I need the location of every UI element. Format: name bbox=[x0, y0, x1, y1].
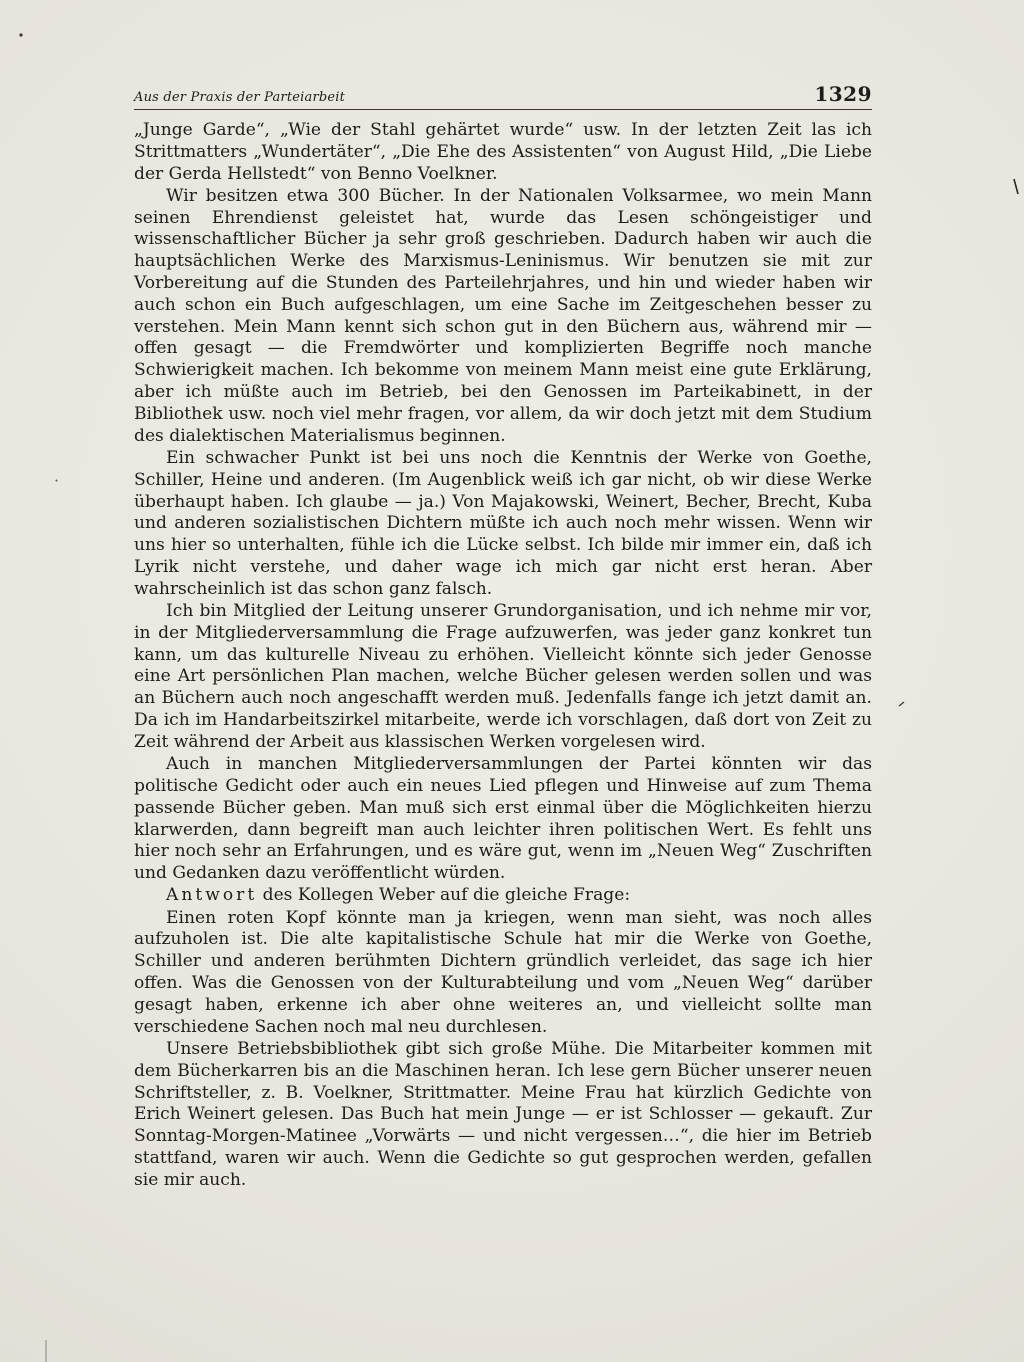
paragraph-3: Ein schwacher Punkt ist bei uns noch die Kenntnis der Werke von Goethe, Schiller, Heine und anderen. (Im Augenblick weiß ich gar nicht, ob wir diese Werke überhaupt haben. Ich glaube — ja.) Von Majakowski, Weinert, Becher, Brecht, Kuba und anderen sozialistischen Dichtern müßte ich auch noch mehr wissen. Wenn wir uns hier so unterhalten, fühle ich die Lücke selbst. Ich bilde mir immer ein, daß ich Lyrik nicht verstehe, und daher wage ich mich gar nicht erst heran. Aber wahrscheinlich ist das schon ganz falsch. bbox=[134, 447, 872, 599]
paragraph-2: Wir besitzen etwa 300 Bücher. In der Nationalen Volksarmee, wo mein Mann seinen Ehrendienst geleistet hat, wurde das Lesen schöngeistiger und wissenschaftlicher Bücher ja sehr groß geschrieben. Dadurch haben wir auch die hauptsächlichen Werke des Marxismus-Leninismus. Wir benutzen sie mit zur Vorbereitung auf die Stunden des Parteilehrjahres, und hin und wieder haben wir auch schon ein Buch aufgeschlagen, um eine Sache im Zeitgeschehen besser zu verstehen. Mein Mann kennt sich schon gut in den Büchern aus, während mir — offen gesagt — die Fremdwörter und komplizierten Begriffe noch manche Schwierigkeit machen. Ich bekomme von meinem Mann meist eine gute Erklärung, aber ich müßte auch im Betrieb, bei den Genossen im Parteikabinett, in der Bibliothek usw. noch viel mehr fragen, vor allem, da wir doch jetzt mit dem Studium des dialektischen Materialismus beginnen. bbox=[134, 185, 872, 446]
corner-speck-top-left bbox=[18, 32, 24, 38]
paragraph-7: Einen roten Kopf könnte man ja kriegen, wenn man sieht, was noch alles aufzuholen ist. Die alte kapitalistische Schule hat mir die Werke von Goethe, Schiller und anderen berühmten Dichtern gründlich verleidet, das sage ich hier offen. Was die Genossen von der Kulturabteilung und vom „Neuen Weg“ darüber gesagt haben, erkenne ich aber ohne weiteres an, und vielleicht sollte man verschiedene Sachen noch mal neu durchlesen. bbox=[134, 907, 872, 1037]
margin-speck-right bbox=[898, 700, 906, 708]
paragraph-6 bbox=[134, 885, 872, 907]
body-text bbox=[134, 120, 872, 1192]
page-header bbox=[134, 82, 872, 112]
margin-mark-right bbox=[1012, 178, 1020, 196]
paragraph-1: „Junge Garde“, „Wie der Stahl gehärtet wurde“ usw. In der letzten Zeit las ich Strittmatters „Wundertäter“, „Die Ehe des Assistenten“ von August Hild, „Die Liebe der Gerda Hellstedt“ von Benno Voelkner. bbox=[134, 120, 872, 184]
left-margin-speck bbox=[54, 478, 59, 483]
answer-label: Antwort bbox=[166, 885, 258, 906]
answer-intro: des Kollegen Weber auf die gleiche Frage: bbox=[257, 885, 631, 906]
paragraph-5: Auch in manchen Mitgliederversammlungen der Partei könnten wir das politische Gedicht oder auch ein neues Lied pflegen und Hinweise auf zum Thema passende Bücher geben. Man muß sich erst einmal über die Möglichkeiten hierzu klarwerden, dann begreift man auch leichter ihren politischen Wert. Es fehlt uns hier noch sehr an Erfahrungen, und es wäre gut, wenn im „Neuen Weg“ Zuschriften und Gedanken dazu veröffentlicht würden. bbox=[134, 754, 872, 884]
paragraph-4: Ich bin Mitglied der Leitung unserer Grundorganisation, und ich nehme mir vor, in der Mitgliederversammlung die Frage aufzuwerfen, was jeder ganz konkret tun kann, um das kulturelle Niveau zu erhöhen. Vielleicht könnte sich jeder Genosse eine Art persönlichen Plan machen, welche Bücher gelesen werden sollen und was an Büchern auch noch angeschafft werden muß. Jedenfalls fange ich jetzt damit an. Da ich im Handarbeitszirkel mitarbeite, werde ich vorschlagen, daß dort von Zeit zu Zeit während der Arbeit aus klassischen Werken vorgelesen wird. bbox=[134, 601, 872, 752]
page-number: 1329 bbox=[814, 82, 872, 106]
bottom-left-crease bbox=[44, 1340, 48, 1362]
paragraph-8: Unsere Betriebsbibliothek gibt sich große Mühe. Die Mitarbeiter kommen mit dem Bücherkarren bis an die Maschinen heran. Ich lese gern Bücher unserer neuen Schriftsteller, z. B. Voelkner, Strittmatter. Meine Frau hat kürzlich Gedichte von Erich Weinert gelesen. Das Buch hat mein Junge — er ist Schlosser — gekauft. Zur Sonntag-Morgen-Matinee „Vorwärts — und nicht vergessen…“, die hier im Betrieb stattfand, waren wir auch. Wenn die Gedichte so gut gesprochen werden, gefallen sie mir auch. bbox=[134, 1038, 872, 1190]
running-title: Aus der Praxis der Parteiarbeit bbox=[134, 90, 346, 105]
header-rule bbox=[134, 109, 872, 110]
